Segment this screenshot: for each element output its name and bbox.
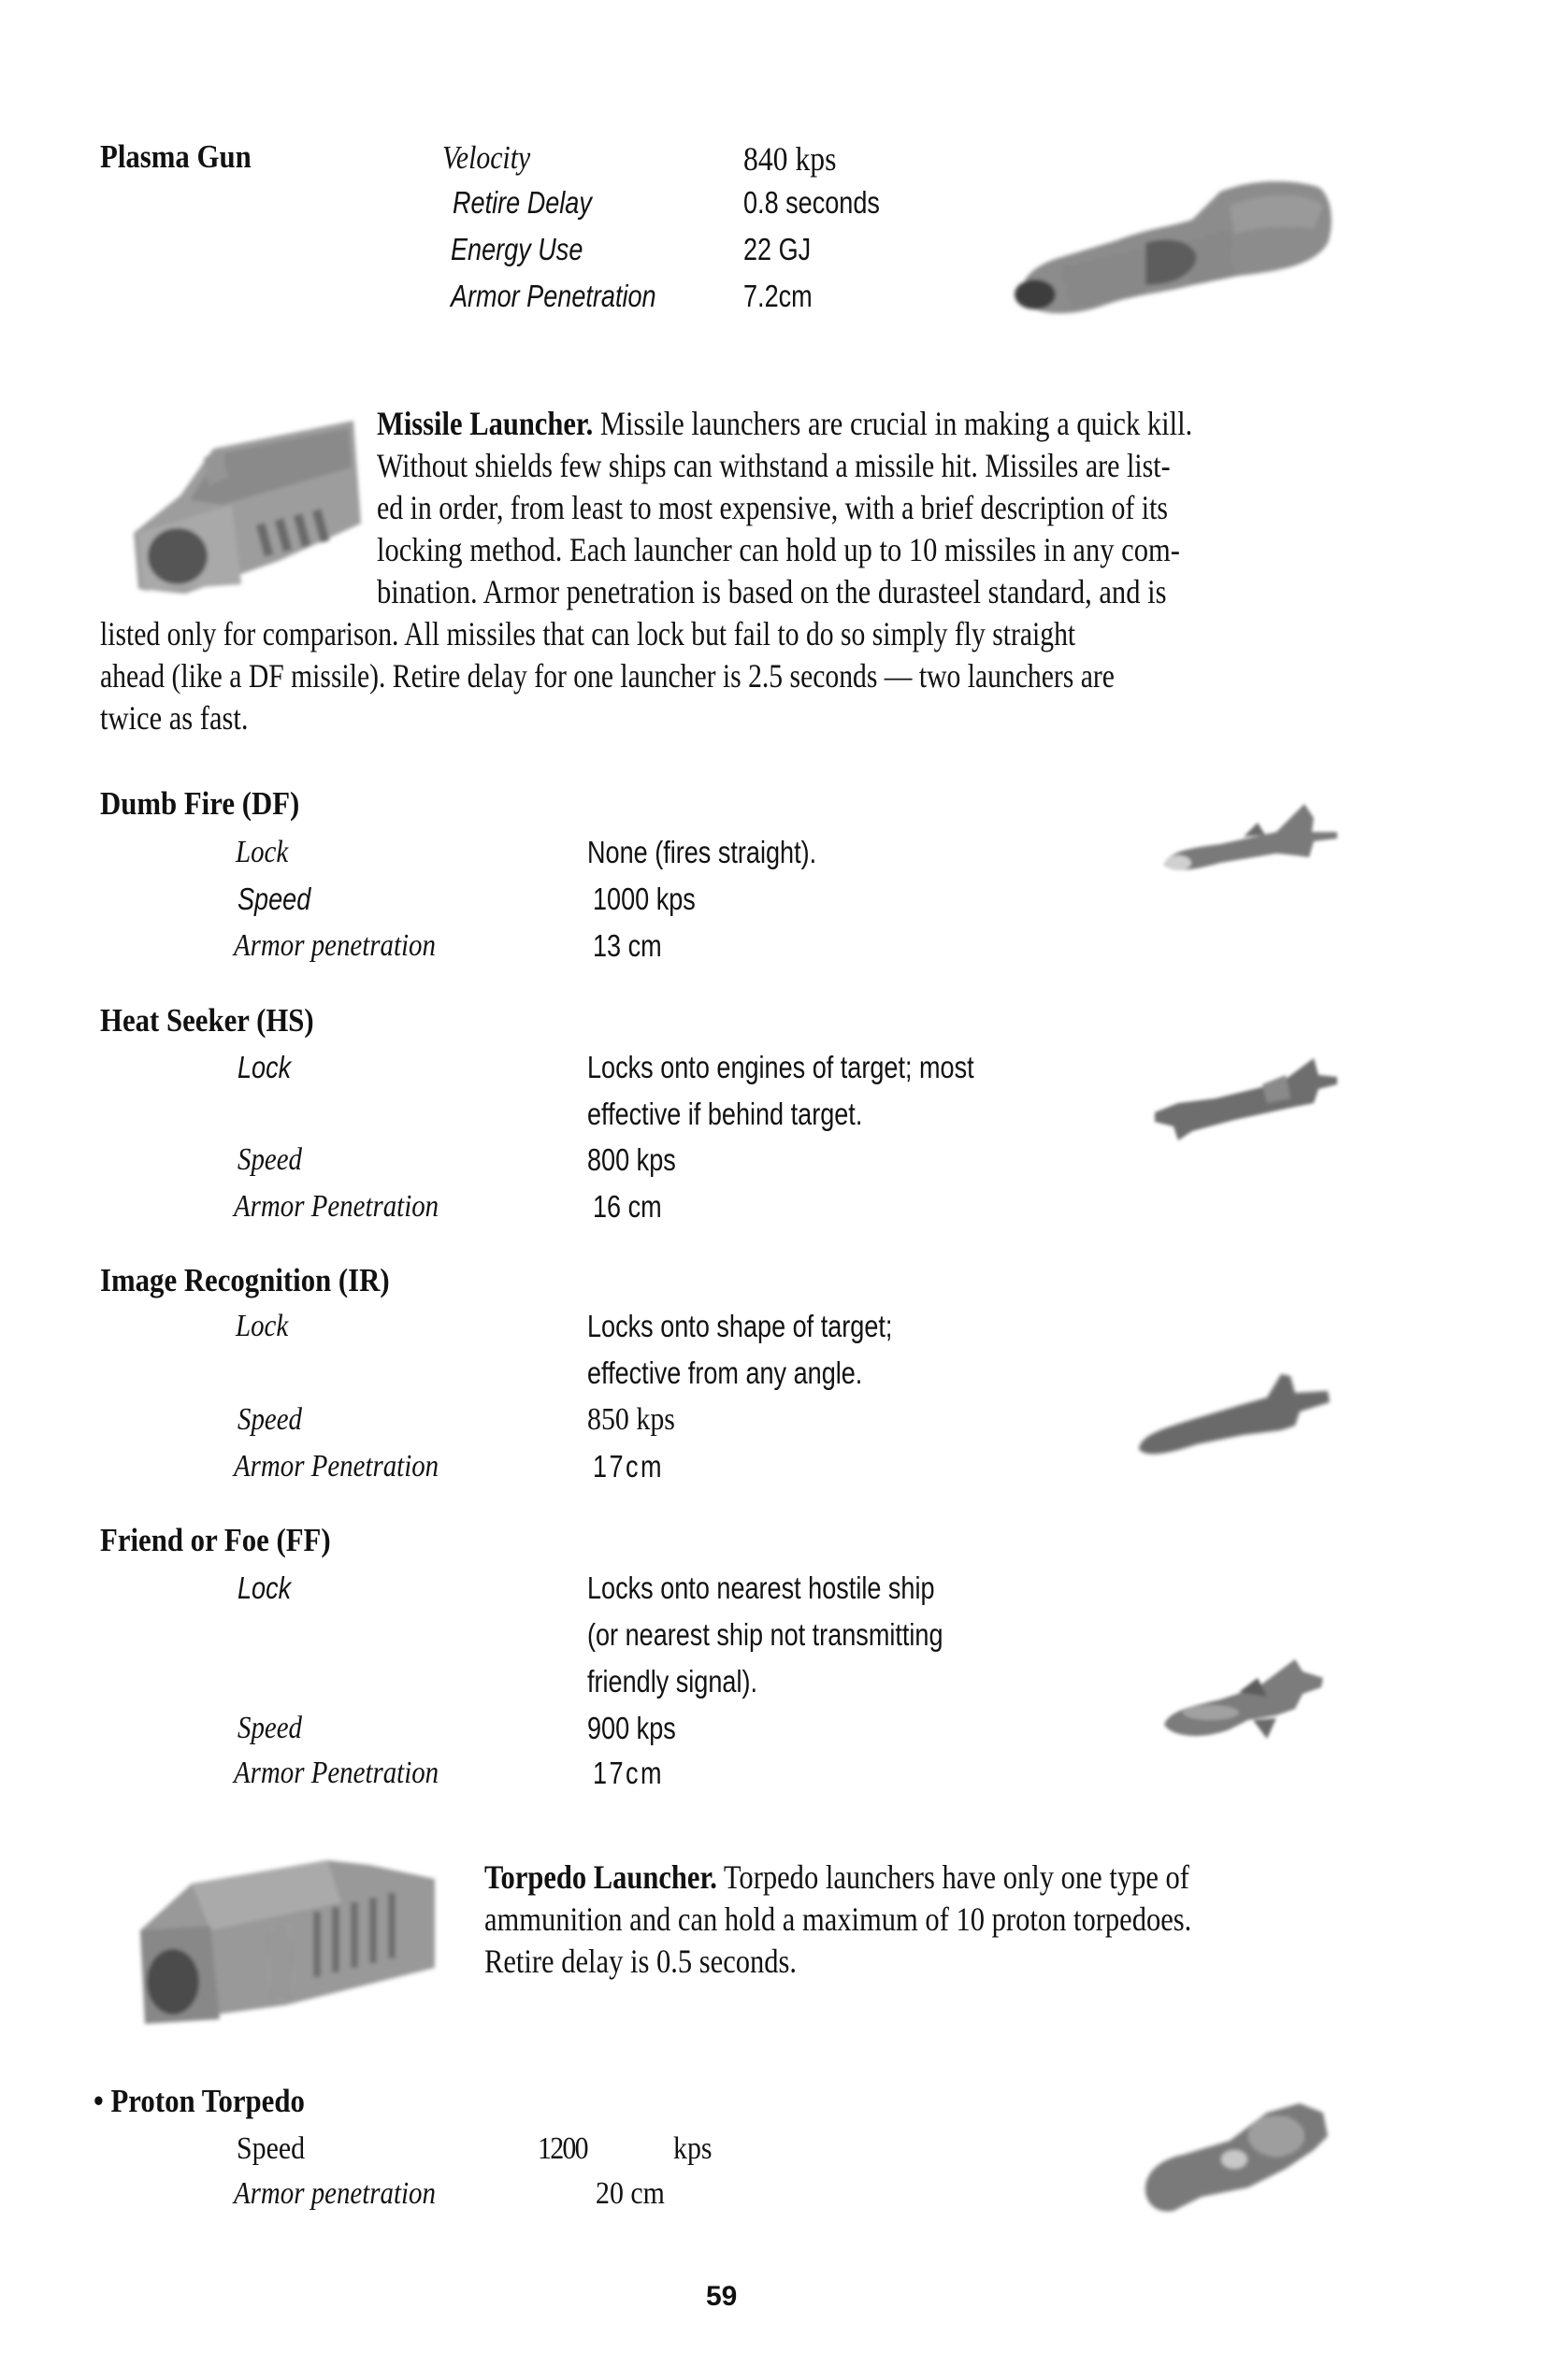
friend-or-foe-speed-label: Speed (238, 1711, 303, 1745)
image-recognition-armor-label: Armor Penetration (234, 1449, 439, 1484)
image-recognition-speed-label: Speed (238, 1402, 303, 1437)
heat-seeker-armor-label: Armor Penetration (234, 1189, 439, 1224)
friend-or-foe-lock-value-1: Locks onto nearest hostile ship (587, 1570, 935, 1605)
dumb-fire-title: Dumb Fire (DF) (100, 785, 300, 822)
dumb-fire-armor-label: Armor penetration (234, 928, 436, 963)
proton-torpedo-heading (94, 2083, 305, 2120)
energy-use-label: Energy Use (451, 232, 583, 266)
friend-or-foe-missile-image (1155, 1645, 1351, 1748)
armor-penetration-label: Armor Penetration (451, 279, 656, 313)
missile-launcher-line-1: Missile Launcher. Missile launchers are crucial in making a quick kill. (377, 405, 1193, 442)
missile-launcher-title: Missile Launcher. (377, 405, 594, 442)
page-number: 59 (706, 2281, 738, 2312)
plasma-gun-title: Plasma Gun (100, 138, 252, 175)
velocity-value: 840 kps (743, 140, 837, 178)
bullet-icon: • (94, 2083, 104, 2119)
proton-torpedo-armor-value: 20 cm (596, 2176, 665, 2211)
torpedo-launcher-image (126, 1846, 449, 2029)
image-recognition-speed-value: 850 kps (587, 1402, 675, 1437)
missile-launcher-line-3: ed in order, from least to most expensive, with a brief description of its (377, 489, 1168, 526)
image-recognition-title: Image Recognition (IR) (100, 1262, 390, 1298)
missile-launcher-image (120, 411, 377, 598)
friend-or-foe-armor-value: 17cm (593, 1756, 665, 1790)
heat-seeker-speed-label: Speed (238, 1142, 303, 1177)
proton-torpedo-armor-label: Armor penetration (234, 2176, 436, 2211)
missile-launcher-line-8: twice as fast. (100, 699, 249, 737)
friend-or-foe-lock-value-3: friendly signal). (587, 1664, 757, 1699)
torpedo-launcher-title: Torpedo Launcher. (484, 1858, 717, 1896)
image-recognition-lock-value-1: Locks onto shape of target; (587, 1309, 893, 1343)
dumb-fire-armor-value: 13 cm (593, 928, 662, 963)
torpedo-launcher-line-3: Retire delay is 0.5 seconds. (484, 1943, 798, 1980)
image-recognition-lock-value-2: effective from any angle. (587, 1355, 863, 1390)
heat-seeker-lock-value-1: Locks onto engines of target; most (587, 1050, 974, 1084)
image-recognition-lock-label: Lock (236, 1309, 289, 1343)
armor-penetration-value: 7.2cm (743, 279, 813, 313)
dumb-fire-lock-label: Lock (236, 835, 289, 869)
plasma-gun-image (1005, 154, 1361, 323)
torpedo-launcher-line-2: ammunition and can hold a maximum of 10 proton torpedoes. (484, 1900, 1192, 1938)
proton-torpedo-image (1136, 2094, 1351, 2215)
dumb-fire-lock-value: None (fires straight). (587, 835, 817, 869)
proton-torpedo-speed-label: Speed (237, 2131, 306, 2166)
retire-delay-value: 0.8 seconds (743, 185, 880, 220)
missile-launcher-line-2: Without shields few ships can withstand a missile hit. Missiles are list- (377, 447, 1171, 484)
dumb-fire-missile-image (1155, 790, 1351, 893)
friend-or-foe-lock-value-2: (or nearest ship not transmitting (587, 1617, 943, 1652)
heat-seeker-lock-value-2: effective if behind target. (587, 1097, 863, 1131)
proton-torpedo-title: Proton Torpedo (110, 2083, 305, 2119)
friend-or-foe-title: Friend or Foe (FF) (100, 1522, 331, 1558)
dumb-fire-speed-label: Speed (238, 882, 311, 916)
heat-seeker-speed-value: 800 kps (587, 1142, 676, 1177)
heat-seeker-missile-image (1150, 1047, 1356, 1150)
image-recognition-armor-value: 17cm (593, 1449, 665, 1484)
proton-torpedo-speed-value: 1200 (538, 2131, 587, 2166)
friend-or-foe-armor-label: Armor Penetration (234, 1756, 439, 1790)
velocity-label: Velocity (442, 139, 531, 176)
energy-use-value: 22 GJ (743, 232, 812, 266)
heat-seeker-lock-label: Lock (238, 1050, 292, 1084)
friend-or-foe-speed-value: 900 kps (587, 1711, 676, 1745)
missile-launcher-line-6: listed only for comparison. All missiles that can lock but fail to do so simply fly straight (100, 615, 1076, 652)
missile-launcher-line-5: bination. Armor penetration is based on the durasteel standard, and is (377, 573, 1167, 610)
dumb-fire-speed-value: 1000 kps (593, 882, 696, 916)
heat-seeker-title: Heat Seeker (HS) (100, 1002, 314, 1039)
torpedo-launcher-line-1: Torpedo Launcher. Torpedo launchers have only one type of (484, 1858, 1189, 1896)
missile-launcher-line-7: ahead (like a DF missile). Retire delay for one launcher is 2.5 seconds — two launchers are (100, 657, 1115, 695)
proton-torpedo-speed-unit: kps (673, 2131, 713, 2166)
heat-seeker-armor-value: 16 cm (593, 1189, 662, 1224)
retire-delay-label: Retire Delay (453, 185, 592, 220)
friend-or-foe-lock-label: Lock (238, 1570, 292, 1605)
missile-launcher-line-4: locking method. Each launcher can hold up to 10 missiles in any com- (377, 531, 1180, 568)
image-recognition-missile-image (1131, 1346, 1356, 1468)
